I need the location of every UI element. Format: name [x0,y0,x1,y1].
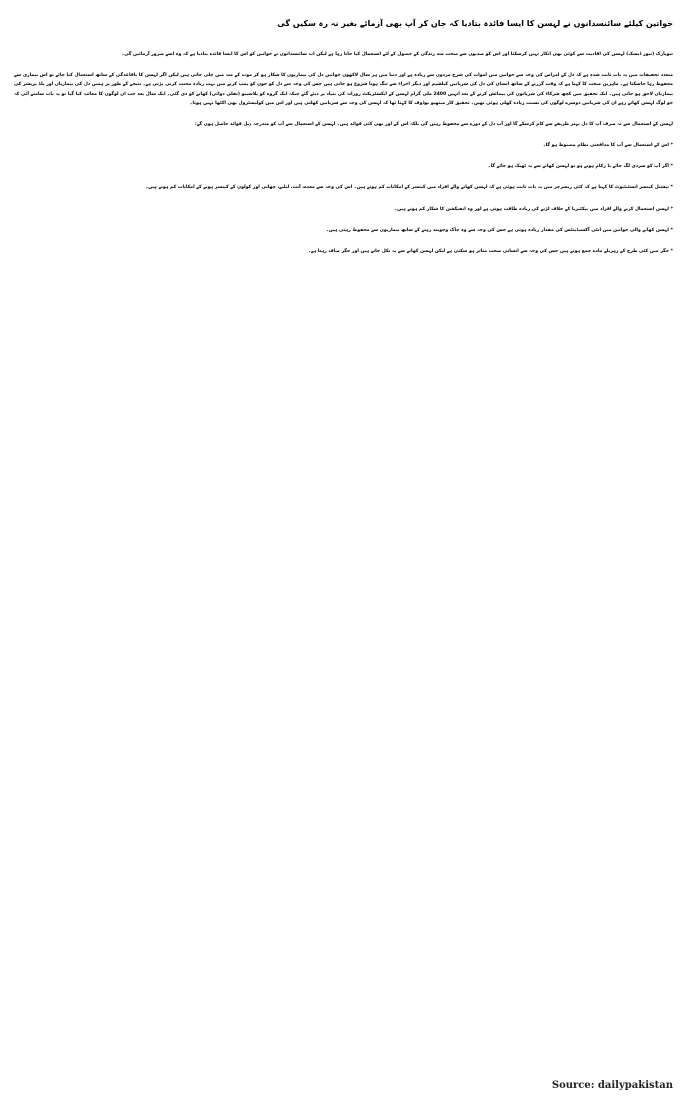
article-paragraph: * اس کے استعمال سے آپ کا مدافعتی نظام مضبوط ہو گا۔ [542,143,673,149]
article-headline: خواتین کیلئے سائنسدانوں نے لہسن کا ایسا فائدہ بتادیا کہ جان کر آپ بھی آزمائے بغیر نہ رہ سکیں گی [277,19,673,28]
article-paragraph: لہسن کے استعمال سے نہ صرف آپ کا دل بہتر طریقے سے کام کرسکے گا اور آپ دل کے دورے سے محفوظ رہیں گی بلکہ اس کے اور بھی کئی فوائد ہیں۔ لہسن کے استعمال سے آپ کو مندرجہ ذیل فوائد حاصل ہوں گے: [195,121,673,127]
article-paragraph: * لہسن کھانے والی خواتین میں انٹی آکسیڈینٹس کی مقدار زیادہ ہوتی ہے جس کی وجہ سے وہ چاک وچوبند رہنے کے ساتھ بیماریوں سے محفوظ رہتی ہیں۔ [326,227,673,233]
article-paragraph: متعدد تحقیقات میں یہ بات ثابت شدہ ہے کہ دل کے امراض کی وجہ سے خواتین میں اموات کی شرح مردوں سے زیادہ ہے اور دنیا میں ہر سال لاکھوں خواتین دل کی بیماریوں کا شکار ہو کر موت کے منہ میں چلی جاتی ہیں لیکن اگر لہسن کا باقاعدگی کے ساتھ استعمال کیا جائے تو اس بیماری سے محفوظ رہا جاسکتا ہے۔ ماہرین صحت کا کہنا ہے کہ وقت گزرنے کے ساتھ انسان کی دل کی شریانیں کیلشیم اور دیگر اجزاء سے تنگ ہونا شروع ہو جاتی ہیں جس کی وجہ سے دل کو خون کو پمپ کرنے میں بہت زیادہ محنت کرنی پڑتی ہے۔ نتیجے کے طور پر ہمیں دل کی بیماریاں اور بلڈ پریشر کی بیماریاں لاحق ہو جاتی ہیں۔ ایک تحقیق میں کچھ شرکاء کی شریانوں کی پیمائش کرنے کے بعد انہیں 2400 ملی گرام لہسن کے ایکسٹریکٹ روزانہ کی بنیاد پر دیئے گئے جبکہ ایک گروہ کو پلاسیبو (نقلی دوائی) کھانے کو دی گئی۔ ایک سال بعد جب ان لوگوں کا معائنہ کیا گیا تو یہ بات سامنے آئی کہ جو لوگ لہسن کھاتے رہے ان کی شریانیں دوسرے لوگوں کی نسبت زیادہ کھلی ہوئی تھیں۔ تحقیق کار میتھیو بوڈوف کا کہنا تھا کہ لہسن کی وجہ سے شریانیں کھلتی ہیں اور اس میں کولیسٹرول بھی اکٹھا نہیں ہوتا۔ [14,73,673,106]
source-credit: Source: dailypakistan [551,1080,673,1091]
article-paragraph: * لہسن استعمال کرنے والے افراد میں بیکٹیریا کے خلاف لڑنے کی زیادہ طاقت ہوتی ہے اور وہ انفیکشن کا شکار کم ہوتے ہیں۔ [394,206,673,212]
article-paragraph: * جگر میں کئی طرح کے زہریلے مادے جمع ہوتے ہیں جس کی وجہ سے انسانی صحت متاثر ہو سکتی ہے لیکن لہسن کھانے سے یہ نکل جاتے ہیں اور جگر صاف رہتا ہے۔ [308,248,673,254]
article-paragraph: * نیشنل کینسر انسٹیٹیوٹ کا کہنا ہے کہ کئی ریسرچز میں یہ بات ثابت ہوئی ہے کہ لہسن کھانے والے افراد میں کینسر کے امکانات کم ہوتے ہیں۔ اس کی وجہ سے معدے، آنت، لبلبے، چھاتی اور کولون کے کینسر ہونے کے امکانات کم ہوتے ہیں۔ [145,185,673,191]
article-paragraph: نیویارک (نیوز ڈیسک) لہسن کی افادیت سے کوئی بھی انکار نہیں کرسکتا اور اس کو صدیوں سے صحت مند زندگی کے حصول کے لئے استعمال کیا جاتا رہا ہے لیکن اب سائنسدانوں نے خواتین کو اس کا ایسا فائدہ بتادیا ہے کہ وہ اسے ضرور آزمائیں گی۔ [121,52,673,57]
article-body [14,50,673,256]
article-paragraph: * اگر آپ کو سردی لگ جائے یا زکام ہونے ہو تو لہسن کھانے سے یہ ٹھیک ہو جائے گا۔ [488,164,673,170]
